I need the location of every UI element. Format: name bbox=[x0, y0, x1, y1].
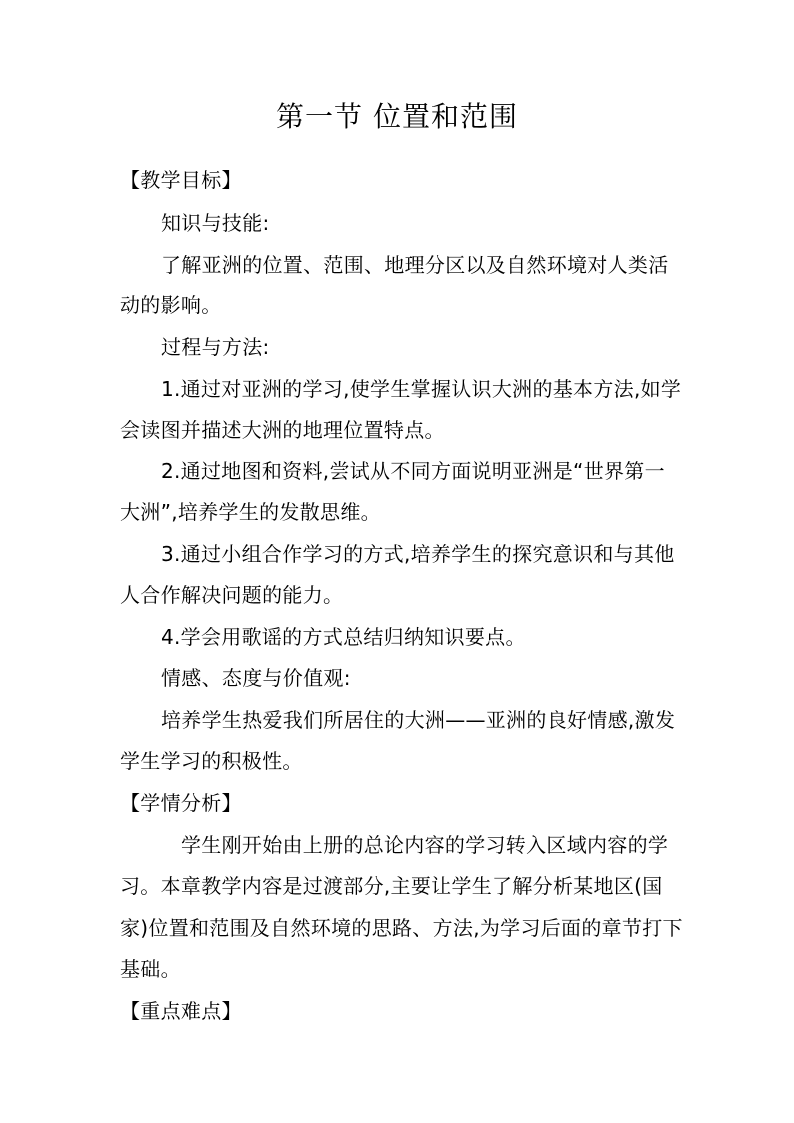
section-heading-analysis: 【学情分析】 bbox=[120, 791, 242, 815]
objective-item-3-cont: 人合作解决问题的能力。 bbox=[120, 583, 344, 607]
analysis-text-line: 基础。 bbox=[120, 957, 181, 981]
emotion-text-line: 培养学生热爱我们所居住的大洲——亚洲的良好情感,激发 bbox=[161, 708, 676, 732]
analysis-text-line: 学生刚开始由上册的总论内容的学习转入区域内容的学 bbox=[181, 833, 669, 857]
objective-item-1-cont: 会读图并描述大洲的地理位置特点。 bbox=[120, 418, 445, 442]
analysis-text-line: 习。本章教学内容是过渡部分,主要让学生了解分析某地区(国 bbox=[120, 874, 663, 898]
section-heading-key-points: 【重点难点】 bbox=[120, 999, 242, 1023]
knowledge-text-line: 了解亚洲的位置、范围、地理分区以及自然环境对人类活 bbox=[161, 253, 669, 277]
knowledge-text-line: 动的影响。 bbox=[120, 293, 222, 317]
section-heading-objectives: 【教学目标】 bbox=[120, 168, 242, 192]
objective-item-4: 4.学会用歌谣的方式总结归纳知识要点。 bbox=[161, 625, 526, 649]
objective-item-2-cont: 大洲”,培养学生的发散思维。 bbox=[120, 500, 381, 524]
page-title: 第一节 位置和范围 bbox=[276, 100, 518, 133]
analysis-text-line: 家)位置和范围及自然环境的思路、方法,为学习后面的章节打下 bbox=[120, 916, 683, 940]
process-label: 过程与方法: bbox=[161, 335, 270, 359]
emotion-label: 情感、态度与价值观: bbox=[161, 666, 351, 690]
objective-item-3: 3.通过小组合作学习的方式,培养学生的探究意识和与其他 bbox=[161, 542, 675, 566]
knowledge-label: 知识与技能: bbox=[161, 211, 270, 235]
objective-item-1: 1.通过对亚洲的学习,使学生掌握认识大洲的基本方法,如学 bbox=[161, 377, 682, 401]
objective-item-2: 2.通过地图和资料,尝试从不同方面说明亚洲是“世界第一 bbox=[161, 459, 665, 483]
emotion-text-line: 学生学习的积极性。 bbox=[120, 749, 303, 773]
